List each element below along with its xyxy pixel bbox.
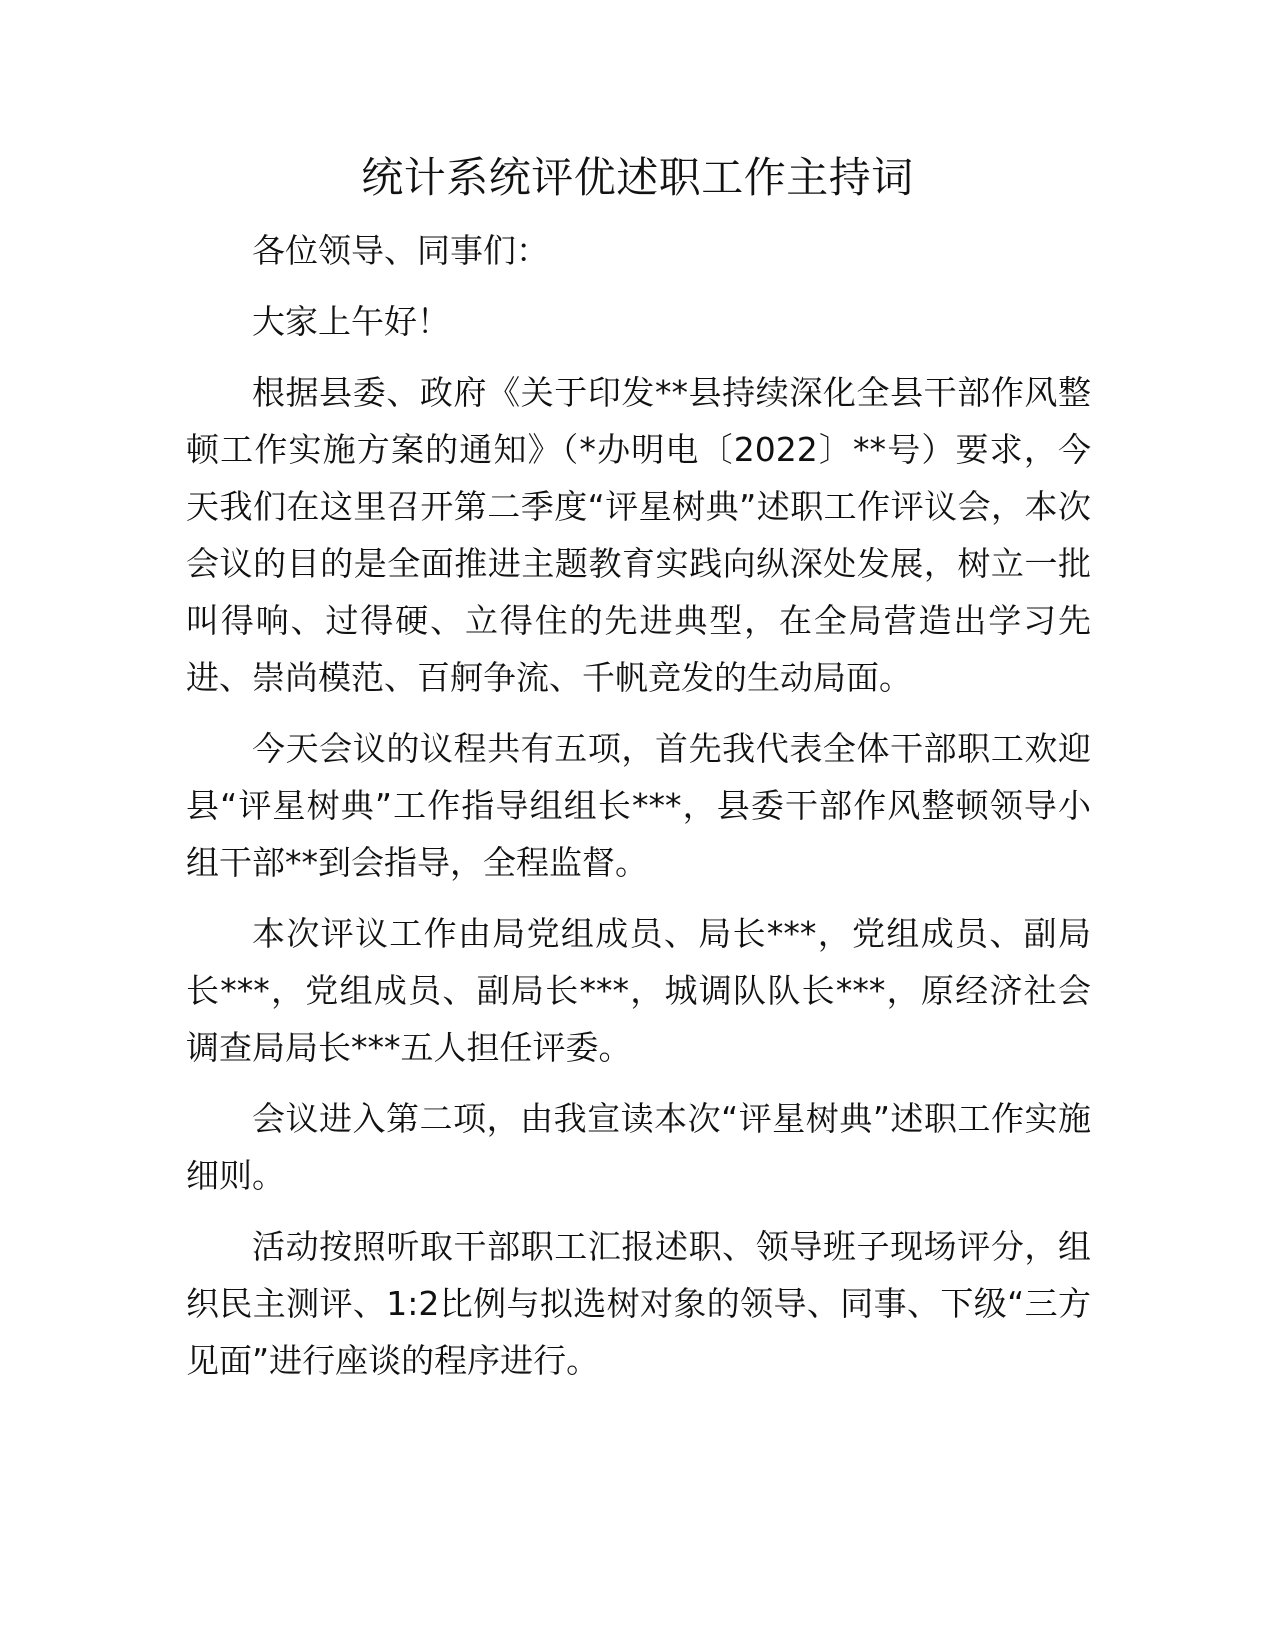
paragraph-judges: 本次评议工作由局党组成员、局长***，党组成员、副局长***，党组成员、副局长***，城调队队长***，原经济社会调查局局长***五人担任评委。: [186, 914, 1091, 1067]
paragraph-second-item: 会议进入第二项，由我宣读本次“评星树典”述职工作实施细则。: [186, 1099, 1091, 1195]
paragraph-agenda: 今天会议的议程共有五项，首先我代表全体干部职工欢迎县“评星树典”工作指导组组长***，县委干部作风整顿领导小组干部**到会指导，全程监督。: [186, 729, 1091, 882]
document-body: [186, 222, 1091, 1403]
paragraph-purpose: 根据县委、政府《关于印发**县持续深化全县干部作风整顿工作实施方案的通知》（*办明电〔2022〕**号）要求，今天我们在这里召开第二季度“评星树典”述职工作评议会，本次会议的目的是全面推进主题教育实践向纵深处发展，树立一批叫得响、过得硬、立得住的先进典型，在全局营造出学习先进、崇尚模范、百舸争流、千帆竞发的生动局面。: [186, 373, 1091, 697]
paragraph-salutation: 各位领导、同事们：: [252, 231, 549, 270]
paragraph-greeting: 大家上午好！: [252, 302, 450, 341]
document-title: 统计系统评优述职工作主持词: [361, 153, 914, 202]
paragraph-procedure: 活动按照听取干部职工汇报述职、领导班子现场评分，组织民主测评、1:2比例与拟选树对象的领导、同事、下级“三方见面”进行座谈的程序进行。: [186, 1227, 1091, 1380]
